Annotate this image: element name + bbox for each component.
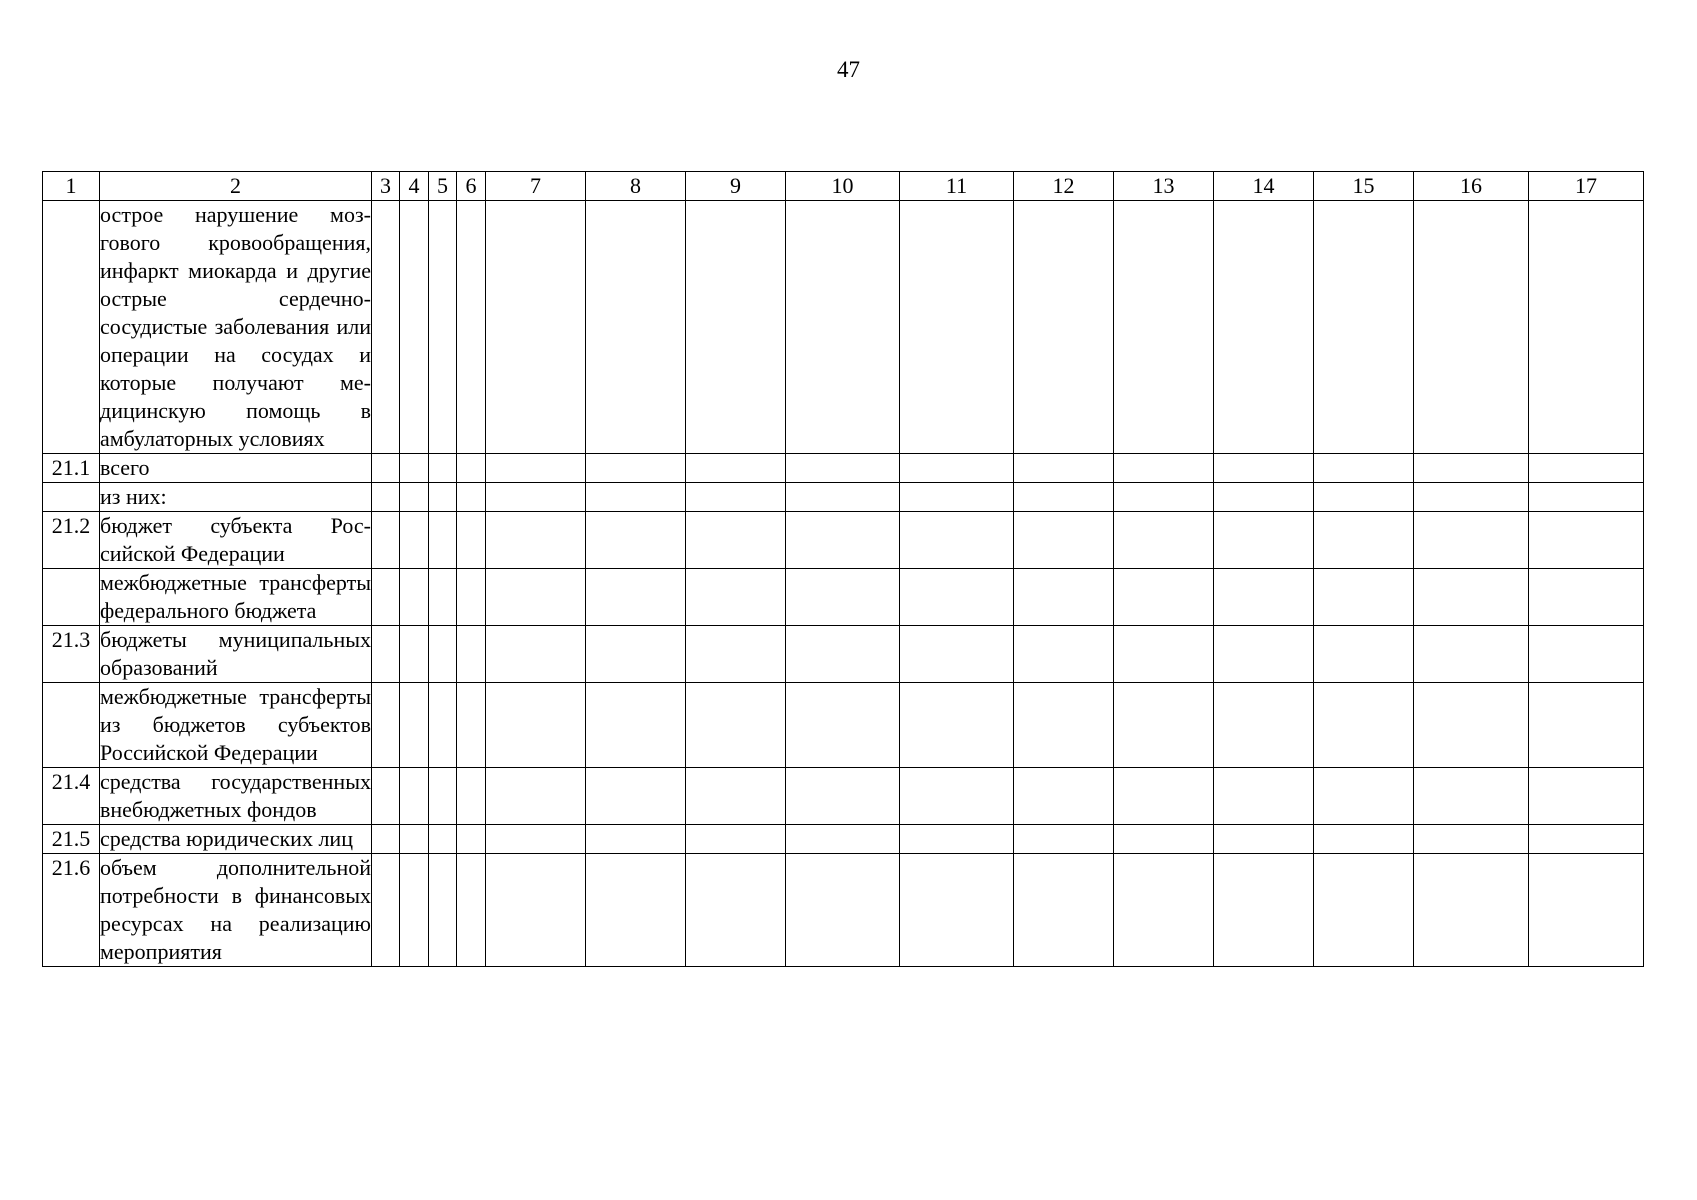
empty-value-cell xyxy=(586,483,686,512)
empty-value-cell xyxy=(586,201,686,454)
empty-value-cell xyxy=(1014,825,1114,854)
column-header: 6 xyxy=(457,172,486,201)
empty-value-cell xyxy=(1114,569,1214,626)
empty-value-cell xyxy=(1529,825,1644,854)
empty-value-cell xyxy=(1114,454,1214,483)
column-header: 9 xyxy=(686,172,786,201)
empty-value-cell xyxy=(457,201,486,454)
column-header: 14 xyxy=(1214,172,1314,201)
empty-value-cell xyxy=(1314,454,1414,483)
empty-value-cell xyxy=(457,683,486,768)
empty-value-cell xyxy=(400,483,429,512)
empty-value-cell xyxy=(1214,854,1314,967)
empty-value-cell xyxy=(400,683,429,768)
empty-value-cell xyxy=(1529,454,1644,483)
empty-value-cell xyxy=(786,626,900,683)
empty-value-cell xyxy=(900,825,1014,854)
empty-value-cell xyxy=(786,201,900,454)
empty-value-cell xyxy=(586,454,686,483)
column-header: 16 xyxy=(1414,172,1529,201)
empty-value-cell xyxy=(686,854,786,967)
empty-value-cell xyxy=(1414,454,1529,483)
row-description-cell: всего xyxy=(100,454,372,483)
empty-value-cell xyxy=(400,201,429,454)
empty-value-cell xyxy=(400,512,429,569)
empty-value-cell xyxy=(457,569,486,626)
empty-value-cell xyxy=(372,512,400,569)
table-row xyxy=(43,768,1644,825)
empty-value-cell xyxy=(1014,683,1114,768)
empty-value-cell xyxy=(900,626,1014,683)
empty-value-cell xyxy=(1214,454,1314,483)
row-description-cell: межбюджетные трансферты из бюджетов субъектов Российской Федерации xyxy=(100,683,372,768)
column-header: 11 xyxy=(900,172,1014,201)
empty-value-cell xyxy=(586,512,686,569)
empty-value-cell xyxy=(586,569,686,626)
empty-value-cell xyxy=(1214,768,1314,825)
empty-value-cell xyxy=(786,454,900,483)
empty-value-cell xyxy=(457,626,486,683)
empty-value-cell xyxy=(486,569,586,626)
empty-value-cell xyxy=(1414,201,1529,454)
empty-value-cell xyxy=(400,569,429,626)
empty-value-cell xyxy=(457,768,486,825)
empty-value-cell xyxy=(686,683,786,768)
empty-value-cell xyxy=(1014,483,1114,512)
empty-value-cell xyxy=(686,768,786,825)
row-description-cell: острое нарушение мозгового кровообращения, инфаркт миокарда и другие острые сердечно-сосудистые заболевания или операции на сосудах и которые получают медицинскую помощь в амбулаторных условиях xyxy=(100,201,372,454)
table-row xyxy=(43,201,1644,454)
empty-value-cell xyxy=(486,454,586,483)
column-header: 8 xyxy=(586,172,686,201)
empty-value-cell xyxy=(457,454,486,483)
empty-value-cell xyxy=(1114,683,1214,768)
column-header: 7 xyxy=(486,172,586,201)
empty-value-cell xyxy=(1314,768,1414,825)
row-description-cell: средства государственных внебюджетных фондов xyxy=(100,768,372,825)
empty-value-cell xyxy=(486,483,586,512)
empty-value-cell xyxy=(372,768,400,825)
empty-value-cell xyxy=(372,483,400,512)
empty-value-cell xyxy=(1214,201,1314,454)
column-header: 4 xyxy=(400,172,429,201)
empty-value-cell xyxy=(786,683,900,768)
empty-value-cell xyxy=(486,854,586,967)
empty-value-cell xyxy=(1114,854,1214,967)
empty-value-cell xyxy=(486,825,586,854)
empty-value-cell xyxy=(1214,569,1314,626)
empty-value-cell xyxy=(1014,569,1114,626)
row-number-cell xyxy=(43,569,100,626)
row-description-cell: бюджет субъекта Российской Федерации xyxy=(100,512,372,569)
empty-value-cell xyxy=(786,854,900,967)
empty-value-cell xyxy=(1114,201,1214,454)
empty-value-cell xyxy=(686,569,786,626)
empty-value-cell xyxy=(486,768,586,825)
empty-value-cell xyxy=(400,768,429,825)
empty-value-cell xyxy=(1529,626,1644,683)
empty-value-cell xyxy=(1314,201,1414,454)
empty-value-cell xyxy=(900,454,1014,483)
empty-value-cell xyxy=(1414,483,1529,512)
empty-value-cell xyxy=(372,825,400,854)
empty-value-cell xyxy=(1214,626,1314,683)
table-row xyxy=(43,825,1644,854)
empty-value-cell xyxy=(1414,768,1529,825)
table-row xyxy=(43,454,1644,483)
column-header: 12 xyxy=(1014,172,1114,201)
row-number-cell xyxy=(43,683,100,768)
empty-value-cell xyxy=(900,512,1014,569)
column-header: 1 xyxy=(43,172,100,201)
row-description-cell: объем дополнительной потребности в финансовых ресурсах на реализацию мероприятия xyxy=(100,854,372,967)
empty-value-cell xyxy=(372,454,400,483)
empty-value-cell xyxy=(786,483,900,512)
empty-value-cell xyxy=(1214,683,1314,768)
empty-value-cell xyxy=(1114,512,1214,569)
empty-value-cell xyxy=(372,569,400,626)
empty-value-cell xyxy=(429,483,457,512)
empty-value-cell xyxy=(486,201,586,454)
empty-value-cell xyxy=(586,854,686,967)
row-number-cell: 21.1 xyxy=(43,454,100,483)
row-description-cell: бюджеты муниципальных образований xyxy=(100,626,372,683)
empty-value-cell xyxy=(1014,854,1114,967)
empty-value-cell xyxy=(400,626,429,683)
empty-value-cell xyxy=(786,825,900,854)
table-row xyxy=(43,854,1644,967)
empty-value-cell xyxy=(900,201,1014,454)
empty-value-cell xyxy=(429,854,457,967)
empty-value-cell xyxy=(1414,683,1529,768)
empty-value-cell xyxy=(486,626,586,683)
empty-value-cell xyxy=(900,854,1014,967)
empty-value-cell xyxy=(486,512,586,569)
empty-value-cell xyxy=(1414,626,1529,683)
empty-value-cell xyxy=(1114,768,1214,825)
empty-value-cell xyxy=(1214,825,1314,854)
empty-value-cell xyxy=(457,483,486,512)
empty-value-cell xyxy=(1414,825,1529,854)
empty-value-cell xyxy=(586,626,686,683)
empty-value-cell xyxy=(1414,512,1529,569)
empty-value-cell xyxy=(1529,768,1644,825)
empty-value-cell xyxy=(372,854,400,967)
empty-value-cell xyxy=(1414,569,1529,626)
empty-value-cell xyxy=(429,626,457,683)
empty-value-cell xyxy=(1314,626,1414,683)
empty-value-cell xyxy=(686,626,786,683)
page-number: 47 xyxy=(837,57,860,82)
column-header: 2 xyxy=(100,172,372,201)
column-header: 13 xyxy=(1114,172,1214,201)
row-description-cell: из них: xyxy=(100,483,372,512)
row-description-cell: межбюджетные трансферты федерального бюджета xyxy=(100,569,372,626)
empty-value-cell xyxy=(586,768,686,825)
empty-value-cell xyxy=(1314,483,1414,512)
empty-value-cell xyxy=(900,768,1014,825)
row-number-cell: 21.6 xyxy=(43,854,100,967)
empty-value-cell xyxy=(1114,626,1214,683)
empty-value-cell xyxy=(686,483,786,512)
empty-value-cell xyxy=(1014,768,1114,825)
empty-value-cell xyxy=(686,454,786,483)
row-number-cell: 21.4 xyxy=(43,768,100,825)
empty-value-cell xyxy=(1114,483,1214,512)
empty-value-cell xyxy=(1314,683,1414,768)
empty-value-cell xyxy=(1214,512,1314,569)
empty-value-cell xyxy=(1414,854,1529,967)
table-row xyxy=(43,626,1644,683)
empty-value-cell xyxy=(586,825,686,854)
row-description-cell: средства юридических лиц xyxy=(100,825,372,854)
empty-value-cell xyxy=(1014,454,1114,483)
empty-value-cell xyxy=(429,825,457,854)
empty-value-cell xyxy=(372,683,400,768)
table-row xyxy=(43,683,1644,768)
empty-value-cell xyxy=(1014,626,1114,683)
empty-value-cell xyxy=(786,768,900,825)
empty-value-cell xyxy=(900,483,1014,512)
empty-value-cell xyxy=(900,569,1014,626)
empty-value-cell xyxy=(429,512,457,569)
empty-value-cell xyxy=(786,569,900,626)
row-number-cell xyxy=(43,483,100,512)
empty-value-cell xyxy=(400,454,429,483)
row-number-cell xyxy=(43,201,100,454)
empty-value-cell xyxy=(429,683,457,768)
data-table xyxy=(42,171,1644,967)
row-number-cell: 21.3 xyxy=(43,626,100,683)
empty-value-cell xyxy=(1529,854,1644,967)
empty-value-cell xyxy=(1314,825,1414,854)
empty-value-cell xyxy=(1014,512,1114,569)
empty-value-cell xyxy=(400,854,429,967)
empty-value-cell xyxy=(429,454,457,483)
empty-value-cell xyxy=(457,854,486,967)
empty-value-cell xyxy=(686,201,786,454)
column-header: 5 xyxy=(429,172,457,201)
empty-value-cell xyxy=(486,683,586,768)
empty-value-cell xyxy=(400,825,429,854)
table-row xyxy=(43,512,1644,569)
empty-value-cell xyxy=(1529,201,1644,454)
empty-value-cell xyxy=(429,569,457,626)
empty-value-cell xyxy=(1314,854,1414,967)
empty-value-cell xyxy=(429,768,457,825)
table-row xyxy=(43,483,1644,512)
empty-value-cell xyxy=(429,201,457,454)
table-header-row xyxy=(43,172,1644,201)
empty-value-cell xyxy=(1114,825,1214,854)
empty-value-cell xyxy=(686,825,786,854)
table-row xyxy=(43,569,1644,626)
empty-value-cell xyxy=(372,626,400,683)
empty-value-cell xyxy=(457,825,486,854)
row-number-cell: 21.5 xyxy=(43,825,100,854)
empty-value-cell xyxy=(1314,569,1414,626)
empty-value-cell xyxy=(900,683,1014,768)
empty-value-cell xyxy=(1214,483,1314,512)
empty-value-cell xyxy=(1529,483,1644,512)
empty-value-cell xyxy=(1529,569,1644,626)
empty-value-cell xyxy=(1014,201,1114,454)
empty-value-cell xyxy=(786,512,900,569)
column-header: 10 xyxy=(786,172,900,201)
column-header: 15 xyxy=(1314,172,1414,201)
empty-value-cell xyxy=(686,512,786,569)
empty-value-cell xyxy=(1529,512,1644,569)
empty-value-cell xyxy=(457,512,486,569)
row-number-cell: 21.2 xyxy=(43,512,100,569)
empty-value-cell xyxy=(1529,683,1644,768)
empty-value-cell xyxy=(372,201,400,454)
column-header: 17 xyxy=(1529,172,1644,201)
column-header: 3 xyxy=(372,172,400,201)
empty-value-cell xyxy=(586,683,686,768)
empty-value-cell xyxy=(1314,512,1414,569)
